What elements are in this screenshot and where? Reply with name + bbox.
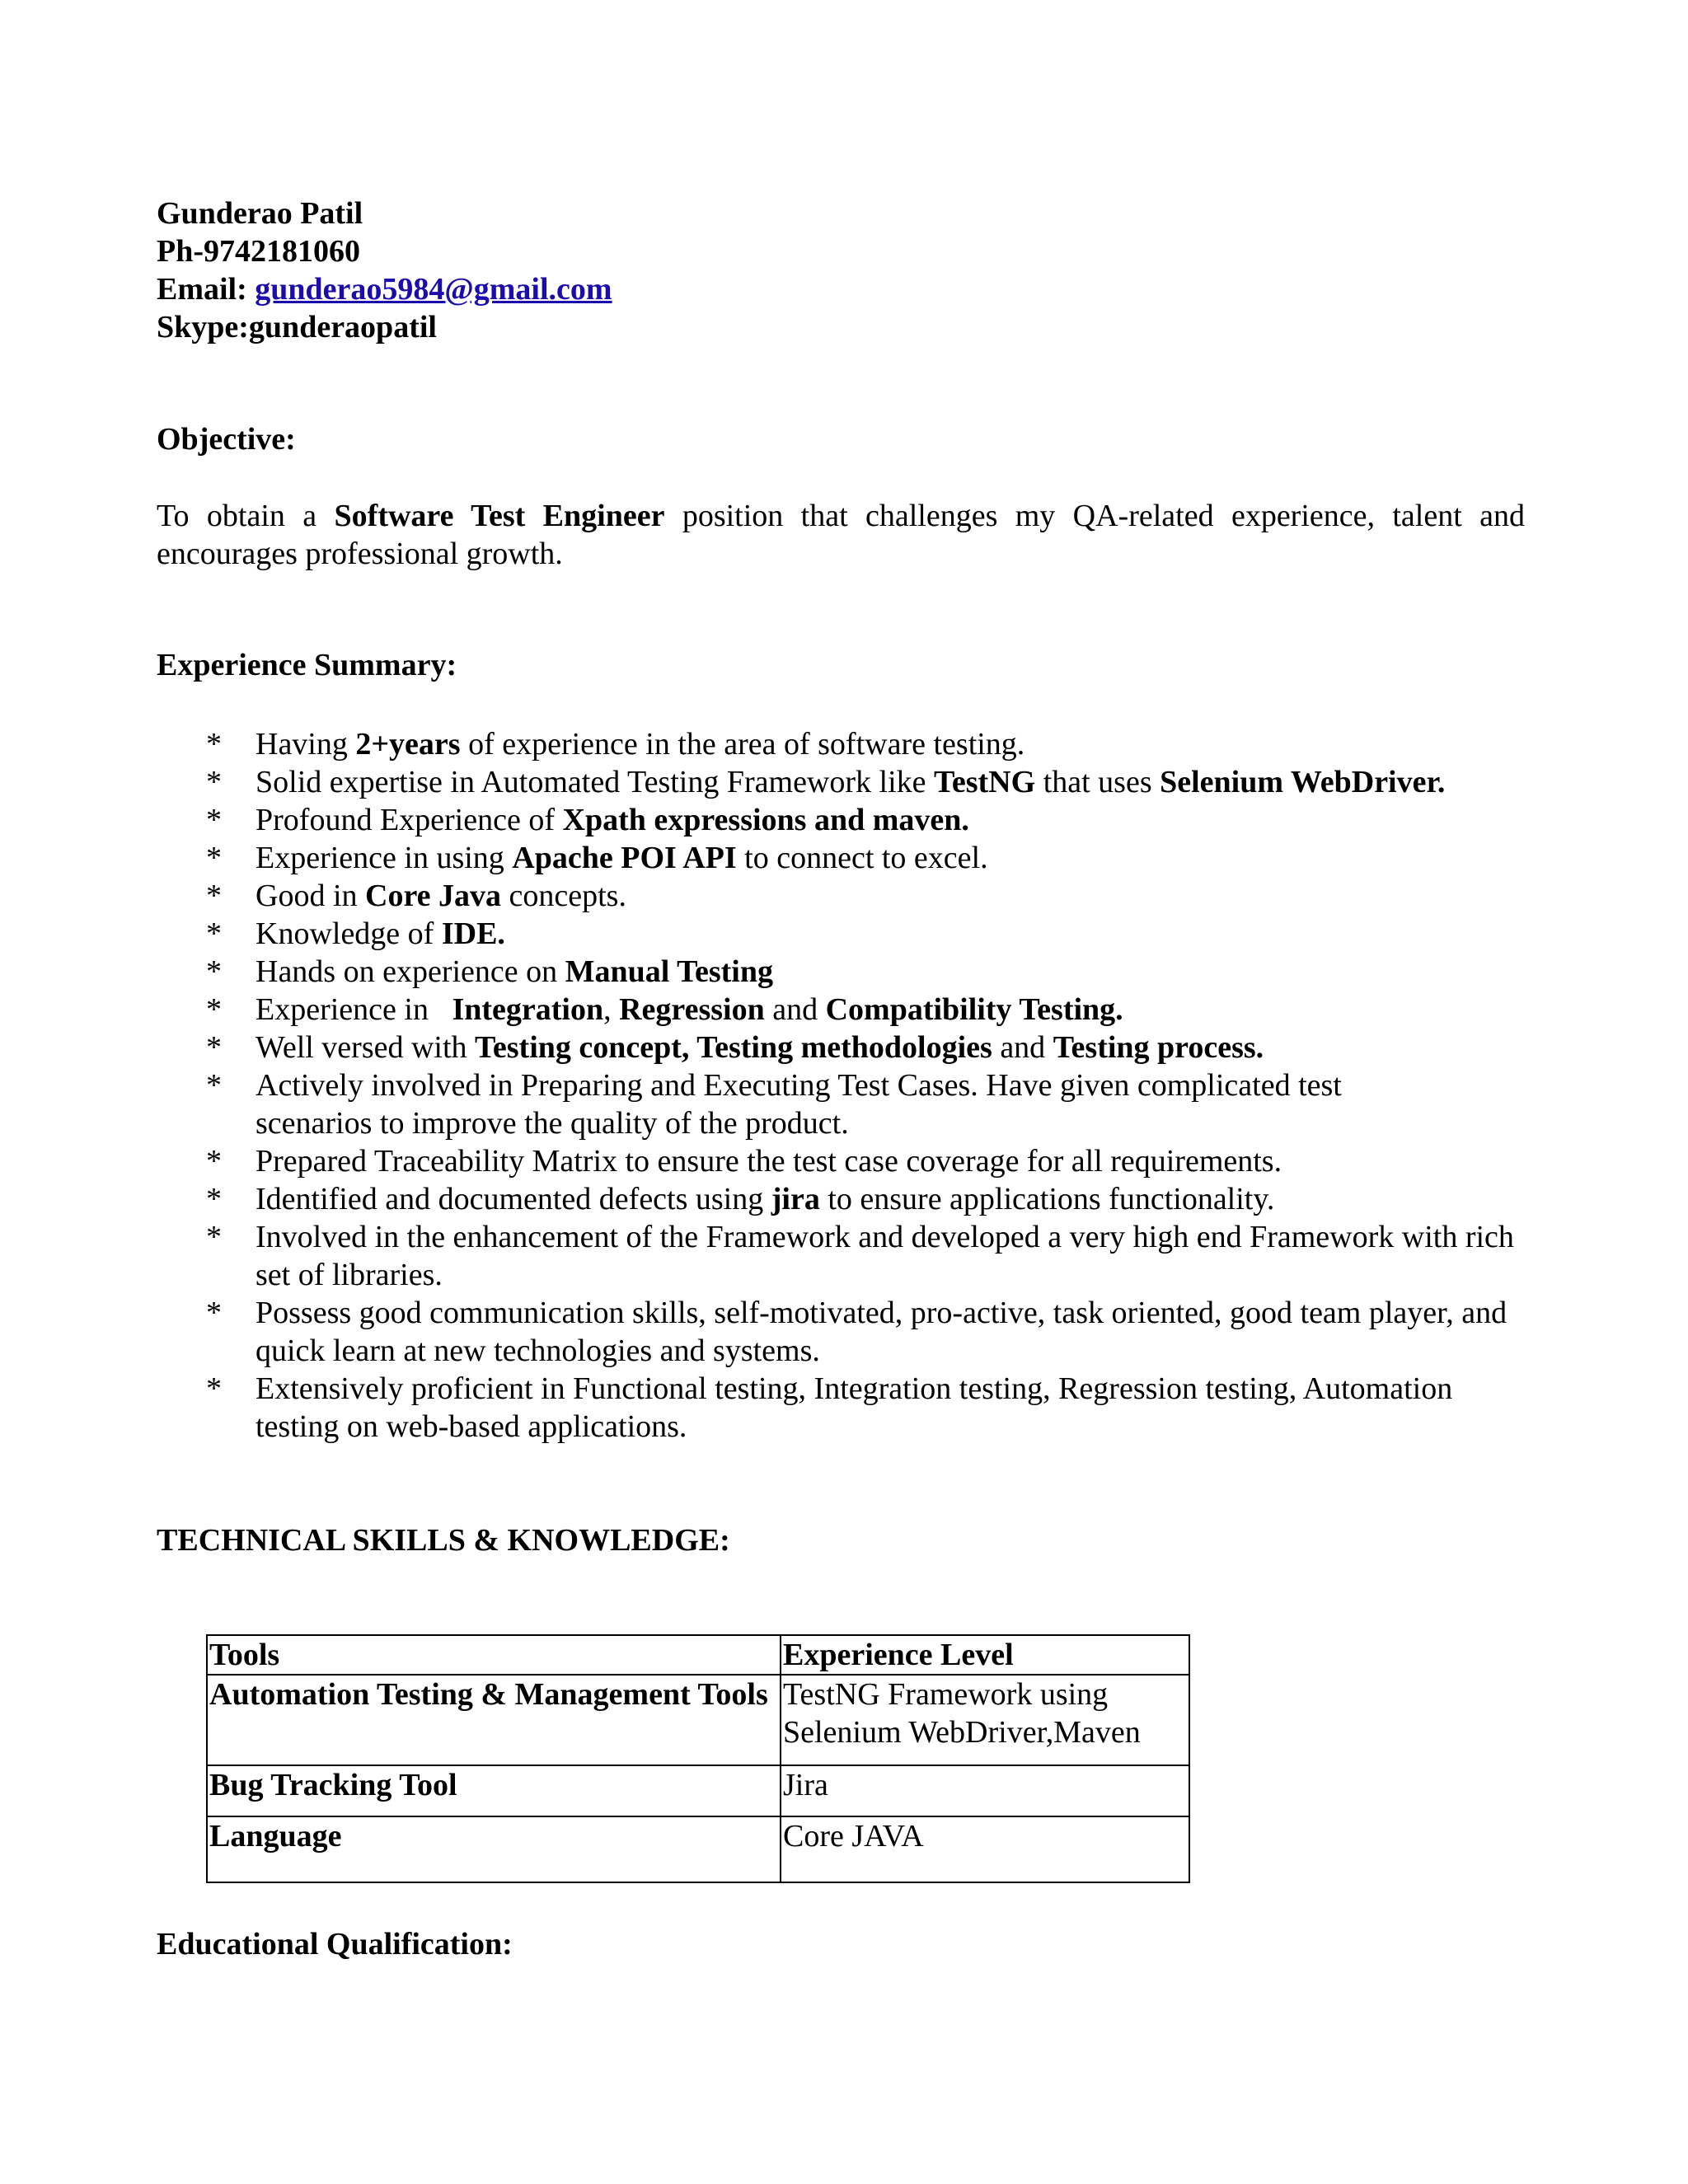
objective-text	[157, 497, 1525, 573]
contact-block	[157, 194, 612, 346]
list-item: * Hands on experience on Manual Testing	[206, 954, 774, 989]
bullet-star: *	[206, 803, 222, 837]
list-item: * Actively involved in Preparing and Executing Test Cases. Have given complicated test scenarios to improve the quality of the product.	[206, 1068, 1342, 1141]
bullet-star: *	[206, 765, 222, 799]
bullet-star: *	[206, 992, 222, 1027]
list-item: * Profound Experience of Xpath expressions and maven.	[206, 803, 969, 837]
bullet-star: *	[206, 1296, 222, 1330]
table-row	[207, 1675, 1189, 1765]
list-item: * Prepared Traceability Matrix to ensure the test case coverage for all requirements.	[206, 1144, 1282, 1179]
list-item: * Involved in the enhancement of the Framework and developed a very high end Framework with rich set of libraries.	[206, 1220, 1514, 1292]
objective-heading: Objective:	[157, 422, 296, 457]
bullet-star: *	[206, 1068, 222, 1103]
objective-post: position that challenges my QA-related experience, talent and encourages professional growth.	[157, 499, 1526, 571]
list-item: * Good in Core Java concepts.	[206, 879, 626, 913]
skills-table	[206, 1634, 1190, 1883]
list-item: * Extensively proficient in Functional testing, Integration testing, Regression testing, Automation testing on web-based applications.	[206, 1371, 1453, 1444]
candidate-name: Gunderao Patil	[157, 196, 363, 231]
objective-pre: To obtain a	[157, 499, 335, 533]
bullet-star: *	[206, 879, 222, 913]
bullet-star: *	[206, 1030, 222, 1065]
table-row	[207, 1765, 1189, 1816]
phone-number: Ph-9742181060	[157, 234, 360, 269]
tool-cell: Automation Testing & Management Tools	[207, 1675, 781, 1765]
experience-summary-heading: Experience Summary:	[157, 648, 457, 682]
column-header-experience-level: Experience Level	[781, 1635, 1189, 1675]
list-item: * Experience in using Apache POI API to connect to excel.	[206, 841, 988, 875]
technical-skills-heading: TECHNICAL SKILLS & KNOWLEDGE:	[157, 1523, 730, 1558]
bullet-star: *	[206, 1371, 222, 1406]
list-item: * Solid expertise in Automated Testing Framework like TestNG that uses Selenium WebDriver.	[206, 765, 1446, 799]
level-cell: Core JAVA	[781, 1816, 1189, 1882]
educational-qualification-heading: Educational Qualification:	[157, 1927, 513, 1961]
list-item: * Having 2+years of experience in the area of software testing.	[206, 727, 1025, 762]
bullet-star: *	[206, 916, 222, 951]
list-item: * Possess good communication skills, self-motivated, pro-active, task oriented, good team player, and quick learn at new technologies and systems.	[206, 1296, 1507, 1368]
bullet-star: *	[206, 1144, 222, 1179]
table-header-row	[207, 1635, 1189, 1675]
level-cell: Jira	[781, 1765, 1189, 1816]
bullet-star: *	[206, 1182, 222, 1216]
table-row	[207, 1816, 1189, 1882]
list-item: * Identified and documented defects using jira to ensure applications functionality.	[206, 1182, 1275, 1216]
bullet-star: *	[206, 954, 222, 989]
bullet-star: *	[206, 727, 222, 762]
email-link[interactable]: gunderao5984@gmail.com	[255, 272, 612, 307]
level-cell: TestNG Framework using Selenium WebDriver,Maven	[781, 1675, 1189, 1765]
tool-cell: Bug Tracking Tool	[207, 1765, 781, 1816]
email-line	[157, 270, 612, 308]
bullet-star: *	[206, 1220, 222, 1254]
column-header-tools: Tools	[207, 1635, 781, 1675]
list-item: * Well versed with Testing concept, Testing methodologies and Testing process.	[206, 1030, 1264, 1065]
email-label: Email:	[157, 272, 247, 307]
list-item: * Experience in Integration, Regression and Compatibility Testing.	[206, 992, 1123, 1027]
experience-summary-list	[206, 725, 1533, 1446]
tool-cell: Language	[207, 1816, 781, 1882]
objective-role: Software Test Engineer	[334, 499, 665, 533]
list-item: * Knowledge of IDE.	[206, 916, 505, 951]
bullet-star: *	[206, 841, 222, 875]
skype-id: Skype:gunderaopatil	[157, 310, 437, 344]
